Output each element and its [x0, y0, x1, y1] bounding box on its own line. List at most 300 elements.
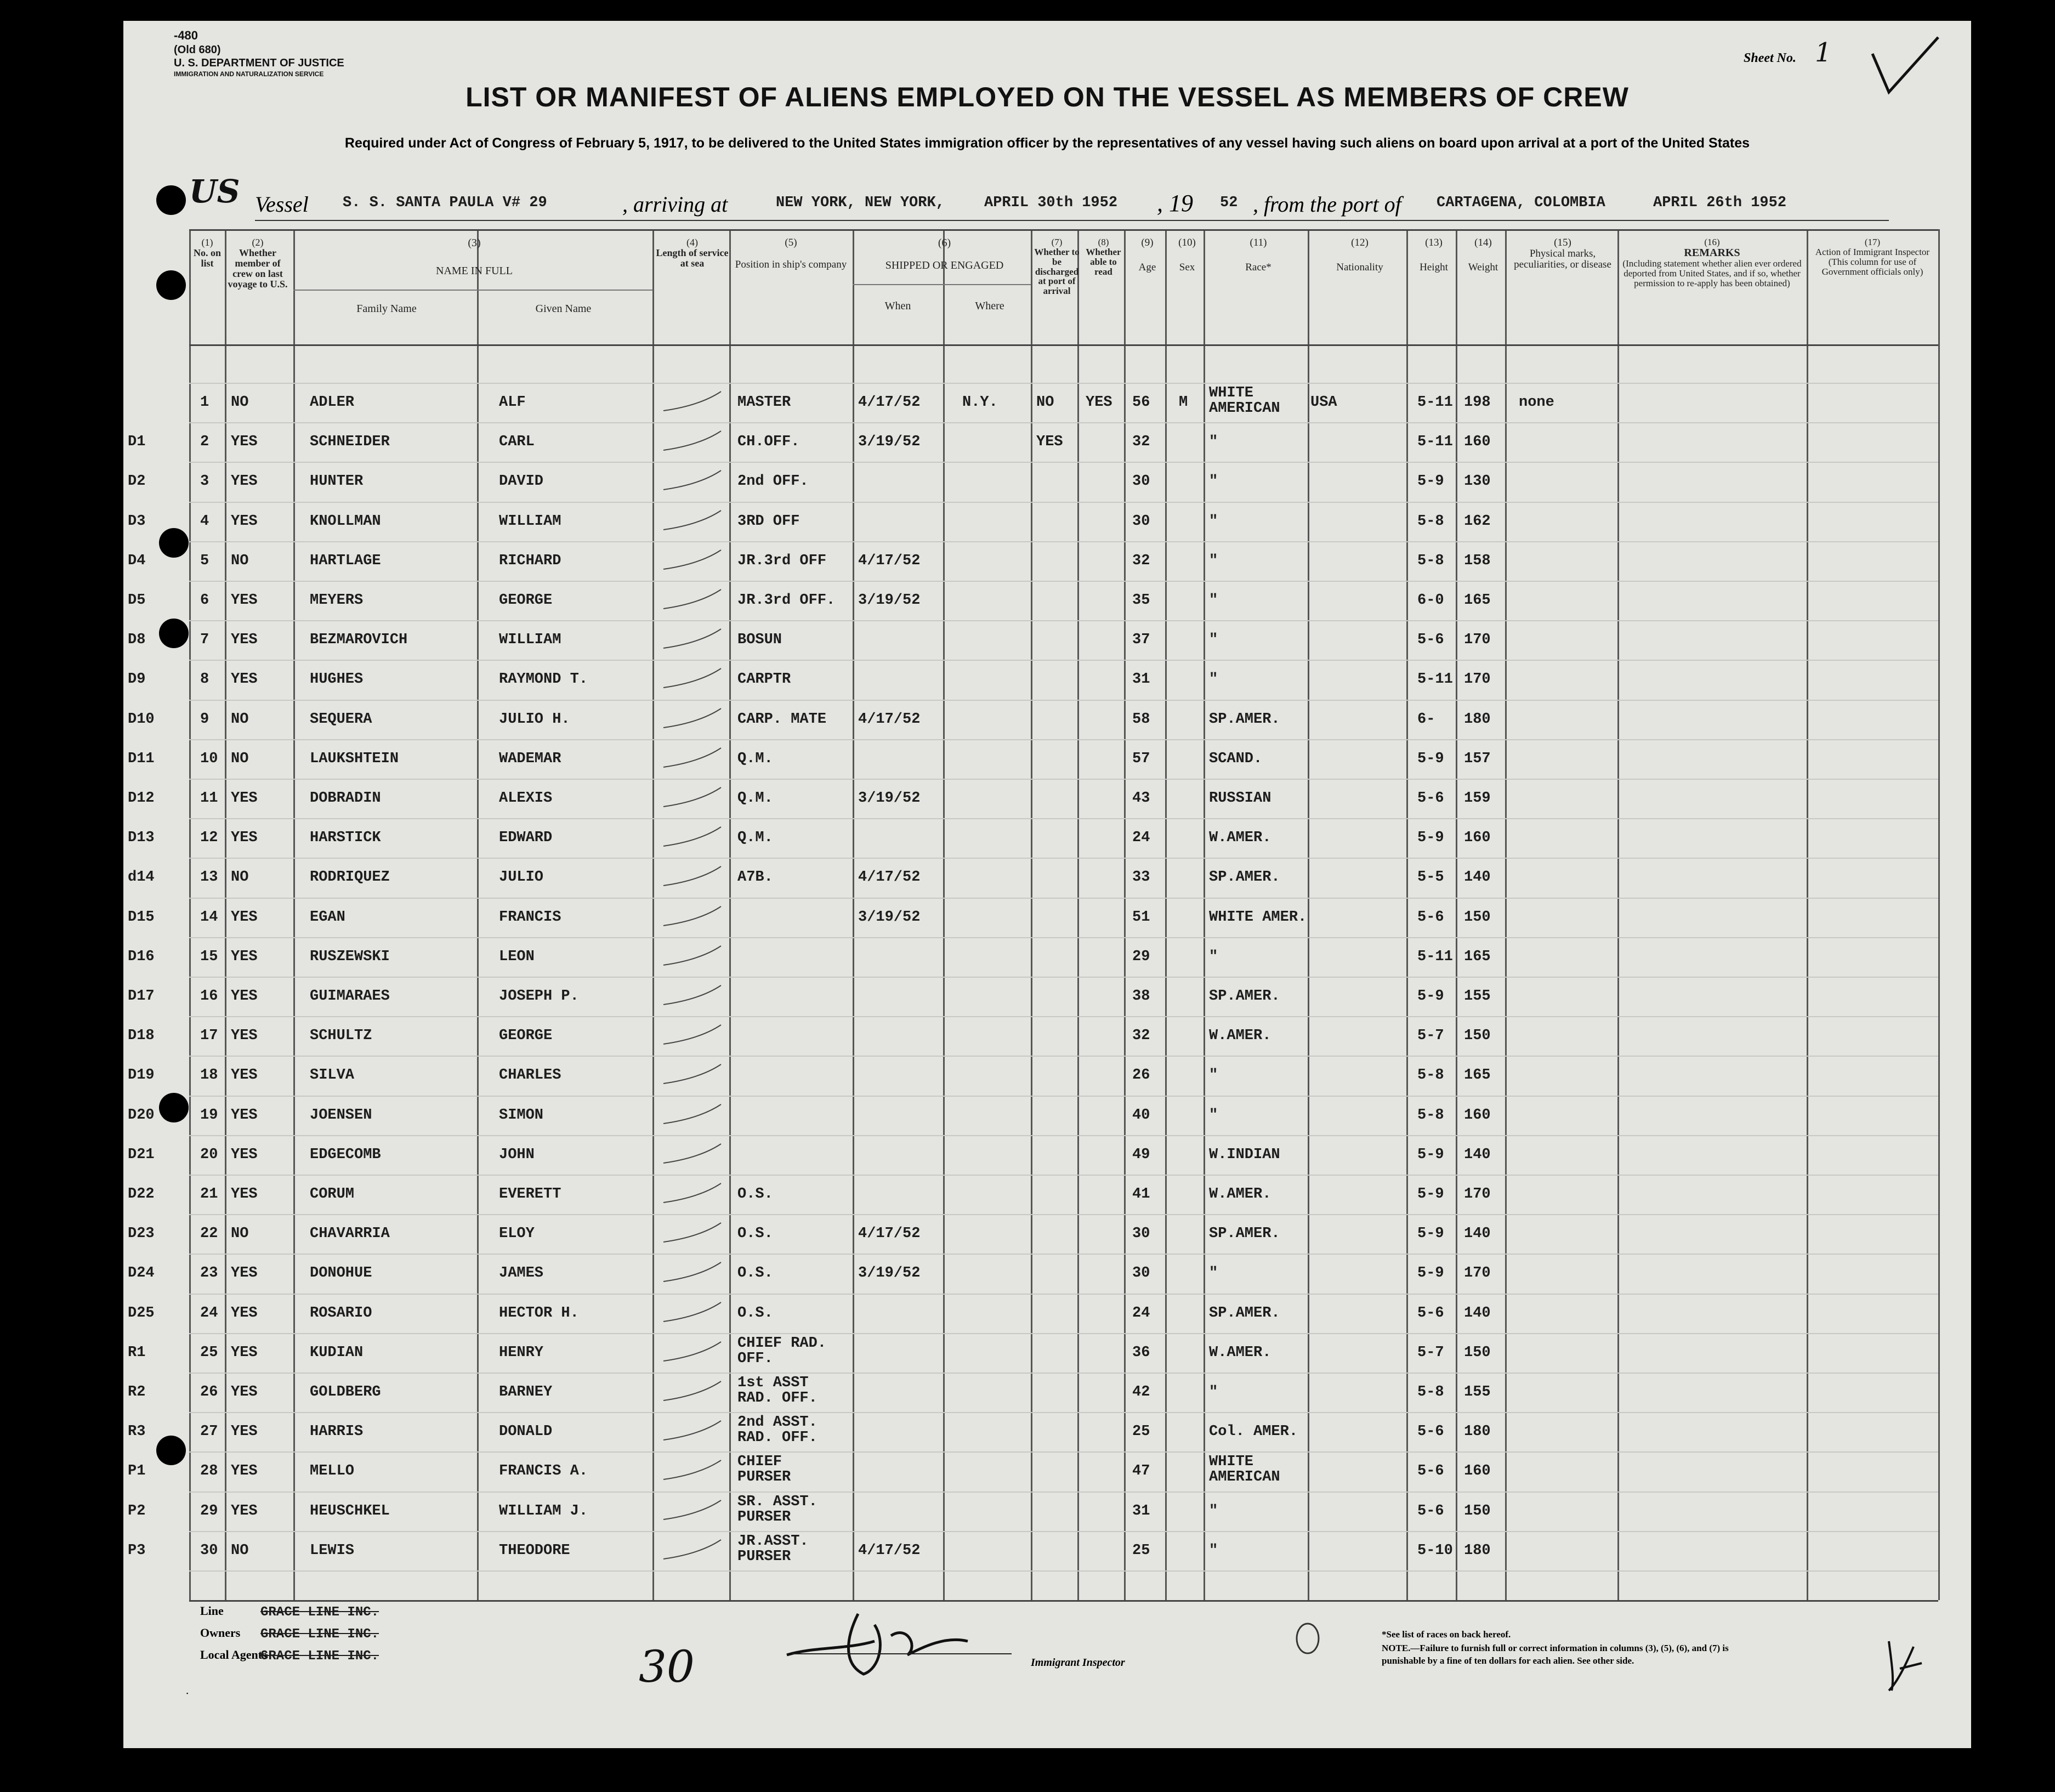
row-age: 25	[1132, 1542, 1150, 1559]
row-race: WHITE AMER.	[1209, 909, 1307, 926]
service-tick-mark	[661, 785, 726, 818]
row-number: 17	[200, 1028, 218, 1045]
service-tick-mark	[661, 1300, 726, 1332]
row-number: 30	[200, 1542, 218, 1559]
row-code: D3	[128, 513, 146, 530]
pencil-circle	[1291, 1619, 1324, 1658]
row-age: 29	[1132, 948, 1150, 965]
service-tick-mark	[661, 1102, 726, 1135]
form-number: -480	[174, 29, 198, 42]
row-family-name: HARSTICK	[310, 830, 381, 847]
row-position: A7B.	[737, 869, 773, 886]
row-weight: 157	[1464, 750, 1491, 767]
row-number: 15	[200, 948, 218, 965]
row-shipped-when: 4/17/52	[858, 869, 921, 886]
row-weight: 180	[1464, 711, 1491, 728]
row-prev-voyage: NO	[231, 711, 249, 728]
row-family-name: ROSARIO	[310, 1305, 372, 1322]
races-note: *See list of races on back hereof.	[1382, 1629, 1511, 1640]
row-height: 5-5	[1417, 869, 1444, 886]
row-race: "	[1209, 632, 1218, 649]
row-family-name: GOLDBERG	[310, 1384, 381, 1400]
table-row	[123, 1534, 1971, 1573]
row-number: 11	[200, 790, 218, 807]
row-position: CH.OFF.	[737, 434, 800, 451]
row-position: CHIEF PURSER	[737, 1454, 791, 1486]
row-height: 5-9	[1417, 1265, 1444, 1282]
footer	[123, 1603, 1971, 1734]
row-given-name: BARNEY	[499, 1384, 553, 1400]
col10-header: (10) Sex	[1178, 237, 1196, 273]
table-row	[123, 1058, 1971, 1098]
row-family-name: HARRIS	[310, 1424, 364, 1441]
row-rule	[189, 383, 1938, 384]
row-position: MASTER	[737, 394, 791, 411]
subheader-rule	[293, 290, 652, 291]
row-race: SP.AMER.	[1209, 1226, 1280, 1243]
row-race: SP.AMER.	[1209, 711, 1280, 728]
row-age: 32	[1132, 1028, 1150, 1045]
row-race: W.INDIAN	[1209, 1146, 1280, 1163]
row-weight: 165	[1464, 592, 1491, 609]
row-height: 5-6	[1417, 909, 1444, 926]
row-position: 3RD OFF	[737, 513, 800, 530]
corner-mark	[1883, 1636, 1927, 1696]
given-name-header: Given Name	[535, 303, 592, 315]
row-shipped-when: 4/17/52	[858, 552, 921, 569]
handwritten-us: US	[189, 173, 240, 210]
row-prev-voyage: YES	[231, 1305, 258, 1322]
row-prev-voyage: YES	[231, 513, 258, 530]
row-race: WHITE AMERICAN	[1209, 1454, 1280, 1486]
row-family-name: EDGECOMB	[310, 1146, 381, 1163]
row-family-name: GUIMARAES	[310, 988, 390, 1005]
row-code: D15	[128, 909, 155, 926]
row-weight: 150	[1464, 909, 1491, 926]
row-family-name: DONOHUE	[310, 1265, 372, 1282]
row-position: 2nd OFF.	[737, 473, 809, 490]
row-age: 31	[1132, 671, 1150, 688]
row-height: 5-9	[1417, 1226, 1444, 1243]
manifest-sheet	[123, 21, 1971, 1748]
table-row	[123, 702, 1971, 742]
row-race: W.AMER.	[1209, 1028, 1271, 1045]
row-given-name: CHARLES	[499, 1067, 561, 1084]
service-tick-mark	[661, 904, 726, 937]
col6-header: (6) SHIPPED OR ENGAGED	[885, 237, 1004, 271]
sheet-number: 1	[1815, 37, 1832, 68]
row-number: 22	[200, 1226, 218, 1243]
service-tick-mark	[661, 1339, 726, 1372]
row-race: RUSSIAN	[1209, 790, 1271, 807]
row-number: 18	[200, 1067, 218, 1084]
where-header: Where	[975, 300, 1004, 312]
row-weight: 160	[1464, 1107, 1491, 1124]
col12-header: (12) Nationality	[1336, 237, 1383, 273]
row-physical-marks: none	[1519, 394, 1554, 411]
row-number: 24	[200, 1305, 218, 1322]
row-code: P3	[128, 1542, 146, 1559]
row-number: 27	[200, 1424, 218, 1441]
row-position: O.S.	[737, 1226, 773, 1243]
row-position: JR.3rd OFF	[737, 552, 827, 569]
row-given-name: ELOY	[499, 1226, 535, 1243]
row-weight: 150	[1464, 1344, 1491, 1361]
row-weight: 162	[1464, 513, 1491, 530]
row-age: 57	[1132, 750, 1150, 767]
row-family-name: MELLO	[310, 1463, 355, 1480]
row-position: Q.M.	[737, 750, 773, 767]
row-family-name: SEQUERA	[310, 711, 372, 728]
row-prev-voyage: YES	[231, 830, 258, 847]
row-number: 9	[200, 711, 209, 728]
row-given-name: EVERETT	[499, 1186, 561, 1203]
col9-header: (9) Age	[1138, 237, 1156, 273]
row-race: SP.AMER.	[1209, 869, 1280, 886]
service-tick-mark	[661, 587, 726, 620]
row-family-name: SCHULTZ	[310, 1028, 372, 1045]
row-given-name: CARL	[499, 434, 535, 451]
row-height: 5-11	[1417, 948, 1453, 965]
table-row	[123, 1415, 1971, 1454]
row-prev-voyage: YES	[231, 473, 258, 490]
row-prev-voyage: YES	[231, 632, 258, 649]
row-family-name: SILVA	[310, 1067, 355, 1084]
table-rule	[189, 1600, 1938, 1602]
table-row	[123, 1296, 1971, 1336]
service-tick-mark	[661, 626, 726, 659]
row-height: 5-8	[1417, 1384, 1444, 1400]
col11-header: (11) Race*	[1245, 237, 1271, 273]
row-given-name: JAMES	[499, 1265, 544, 1282]
table-row	[123, 979, 1971, 1019]
row-race: SP.AMER.	[1209, 988, 1280, 1005]
row-family-name: RODRIQUEZ	[310, 869, 390, 886]
page-title: LIST OR MANIFEST OF ALIENS EMPLOYED ON THE VESSEL AS MEMBERS OF CREW	[466, 82, 1629, 112]
inspector-line	[792, 1653, 1012, 1654]
row-shipped-when: 3/19/52	[858, 790, 921, 807]
row-given-name: JULIO H.	[499, 711, 570, 728]
row-height: 5-9	[1417, 830, 1444, 847]
subheader-rule	[853, 284, 1031, 285]
owners-value: GRACE LINE INC.	[260, 1627, 379, 1642]
row-age: 40	[1132, 1107, 1150, 1124]
arrival-port: NEW YORK, NEW YORK,	[776, 195, 945, 211]
punch-hole	[159, 1093, 189, 1122]
row-number: 3	[200, 473, 209, 490]
row-height: 5-9	[1417, 988, 1444, 1005]
row-prev-voyage: YES	[231, 948, 258, 965]
row-race: "	[1209, 1107, 1218, 1124]
row-code: D4	[128, 552, 146, 569]
row-family-name: CHAVARRIA	[310, 1226, 390, 1243]
table-row	[123, 781, 1971, 821]
row-weight: 180	[1464, 1424, 1491, 1441]
row-age: 24	[1132, 1305, 1150, 1322]
agents-value: GRACE LINE INC.	[260, 1649, 379, 1664]
row-sex: M	[1179, 394, 1188, 411]
row-given-name: WILLIAM	[499, 513, 561, 530]
row-position: Q.M.	[737, 830, 773, 847]
row-given-name: WILLIAM	[499, 632, 561, 649]
row-height: 5-6	[1417, 1502, 1444, 1519]
row-height: 5-8	[1417, 513, 1444, 530]
row-code: D13	[128, 830, 155, 847]
row-given-name: LEON	[499, 948, 535, 965]
vessel-label: Vessel	[255, 192, 309, 217]
row-given-name: HENRY	[499, 1344, 544, 1361]
row-given-name: EDWARD	[499, 830, 553, 847]
service-tick-mark	[661, 389, 726, 422]
col13-header: (13) Height	[1420, 237, 1448, 273]
printer-mark: ▪	[186, 1691, 189, 1696]
row-prev-voyage: YES	[231, 1502, 258, 1519]
row-race: "	[1209, 1384, 1218, 1400]
row-discharged: YES	[1036, 434, 1063, 451]
row-number: 28	[200, 1463, 218, 1480]
row-family-name: LEWIS	[310, 1542, 355, 1559]
arrival-date: APRIL 30th 1952	[984, 195, 1118, 211]
row-given-name: FRANCIS A.	[499, 1463, 588, 1480]
row-family-name: SCHNEIDER	[310, 434, 390, 451]
table-row	[123, 900, 1971, 940]
table-row	[123, 821, 1971, 860]
row-position: Q.M.	[737, 790, 773, 807]
service-tick-mark	[661, 943, 726, 976]
line-label: Line	[200, 1604, 224, 1618]
table-row	[123, 940, 1971, 979]
row-height: 5-9	[1417, 1146, 1444, 1163]
row-number: 26	[200, 1384, 218, 1400]
service-tick-mark	[661, 1022, 726, 1055]
service-tick-mark	[661, 666, 726, 699]
row-age: 30	[1132, 473, 1150, 490]
row-family-name: ADLER	[310, 394, 355, 411]
row-age: 58	[1132, 711, 1150, 728]
row-number: 1	[200, 394, 209, 411]
row-race: "	[1209, 1067, 1218, 1084]
row-weight: 150	[1464, 1028, 1491, 1045]
row-race: "	[1209, 513, 1218, 530]
row-discharged: NO	[1036, 394, 1054, 411]
row-height: 5-9	[1417, 473, 1444, 490]
row-position: JR.ASST. PURSER	[737, 1533, 809, 1565]
table-row	[123, 1336, 1971, 1375]
row-prev-voyage: YES	[231, 1186, 258, 1203]
row-code: d14	[128, 869, 155, 886]
row-code: D10	[128, 711, 155, 728]
row-height: 5-6	[1417, 790, 1444, 807]
row-shipped-when: 3/19/52	[858, 592, 921, 609]
row-code: D8	[128, 632, 146, 649]
line-value: GRACE LINE INC.	[260, 1605, 379, 1620]
row-race: SCAND.	[1209, 750, 1263, 767]
row-code: P1	[128, 1463, 146, 1480]
punch-hole	[156, 1436, 186, 1465]
col17-header: (17) Action of Immigrant Inspector (This column for use of Government officials only)	[1815, 237, 1930, 277]
row-age: 31	[1132, 1502, 1150, 1519]
row-age: 41	[1132, 1186, 1150, 1203]
row-height: 5-9	[1417, 750, 1444, 767]
table-row	[123, 742, 1971, 781]
row-shipped-when: 4/17/52	[858, 1226, 921, 1243]
row-weight: 165	[1464, 1067, 1491, 1084]
arrival-year: 52	[1220, 195, 1238, 211]
table-row	[123, 662, 1971, 702]
row-weight: 160	[1464, 1463, 1491, 1480]
row-prev-voyage: YES	[231, 592, 258, 609]
row-family-name: HEUSCHKEL	[310, 1502, 390, 1519]
service-tick-mark	[661, 1418, 726, 1451]
row-height: 5-6	[1417, 1305, 1444, 1322]
row-shipped-when: 3/19/52	[858, 909, 921, 926]
row-given-name: THEODORE	[499, 1542, 570, 1559]
row-code: D5	[128, 592, 146, 609]
col15-header: (15) Physical marks, peculiarities, or disease	[1514, 237, 1611, 270]
service-tick-mark	[661, 1537, 726, 1570]
row-race: "	[1209, 552, 1218, 569]
table-row	[123, 1256, 1971, 1296]
row-age: 49	[1132, 1146, 1150, 1163]
row-height: 5-8	[1417, 1107, 1444, 1124]
service-tick-mark	[661, 1220, 726, 1253]
table-row	[123, 623, 1971, 662]
row-age: 25	[1132, 1424, 1150, 1441]
service-tick-mark	[661, 983, 726, 1016]
row-family-name: RUSZEWSKI	[310, 948, 390, 965]
table-row	[123, 1019, 1971, 1058]
row-age: 30	[1132, 1265, 1150, 1282]
departure-date: APRIL 26th 1952	[1653, 195, 1787, 211]
row-nationality: USA	[1310, 394, 1337, 411]
row-age: 36	[1132, 1344, 1150, 1361]
row-prev-voyage: YES	[231, 1107, 258, 1124]
row-age: 56	[1132, 394, 1150, 411]
service-tick-mark	[661, 547, 726, 580]
punch-hole	[156, 270, 186, 300]
row-number: 7	[200, 632, 209, 649]
row-weight: 140	[1464, 1146, 1491, 1163]
row-given-name: JULIO	[499, 869, 544, 886]
col8-header: (8) Whether able to read	[1086, 237, 1121, 277]
row-number: 14	[200, 909, 218, 926]
row-weight: 155	[1464, 988, 1491, 1005]
penalty-note: NOTE.—Failure to furnish full or correct information in columns (3), (5), (6), and (7) is punishable by a fine of ten dollars for each alien. See other side.	[1382, 1643, 1729, 1666]
row-race: WHITE AMERICAN	[1209, 385, 1280, 417]
row-weight: 170	[1464, 1186, 1491, 1203]
row-code: D22	[128, 1186, 155, 1203]
row-height: 5-11	[1417, 394, 1453, 411]
row-race: "	[1209, 592, 1218, 609]
row-number: 25	[200, 1344, 218, 1361]
sheet-label: Sheet No.	[1744, 51, 1796, 65]
row-race: "	[1209, 948, 1218, 965]
punch-hole	[156, 185, 186, 215]
row-weight: 198	[1464, 394, 1491, 411]
row-number: 12	[200, 830, 218, 847]
row-prev-voyage: YES	[231, 988, 258, 1005]
row-code: D17	[128, 988, 155, 1005]
when-header: When	[884, 300, 911, 312]
row-code: D12	[128, 790, 155, 807]
row-position: O.S.	[737, 1265, 773, 1282]
row-given-name: SIMON	[499, 1107, 544, 1124]
row-prev-voyage: YES	[231, 1067, 258, 1084]
col4-header: (4) Length of service at sea	[656, 237, 729, 269]
row-prev-voyage: YES	[231, 1028, 258, 1045]
row-position: CARPTR	[737, 671, 791, 688]
row-prev-voyage: NO	[231, 1226, 249, 1243]
row-height: 5-8	[1417, 1067, 1444, 1084]
row-prev-voyage: YES	[231, 671, 258, 688]
table-row	[123, 464, 1971, 504]
vessel-name: S. S. SANTA PAULA V# 29	[343, 195, 547, 211]
row-prev-voyage: YES	[231, 1265, 258, 1282]
row-height: 5-9	[1417, 1186, 1444, 1203]
row-race: "	[1209, 473, 1218, 490]
row-code: D23	[128, 1226, 155, 1243]
row-given-name: RAYMOND T.	[499, 671, 588, 688]
row-given-name: JOSEPH P.	[499, 988, 579, 1005]
row-height: 5-6	[1417, 1424, 1444, 1441]
row-given-name: GEORGE	[499, 1028, 553, 1045]
row-code: D16	[128, 948, 155, 965]
row-shipped-when: 3/19/52	[858, 434, 921, 451]
row-family-name: HARTLAGE	[310, 552, 381, 569]
row-number: 19	[200, 1107, 218, 1124]
row-number: 13	[200, 869, 218, 886]
row-family-name: HUNTER	[310, 473, 364, 490]
row-position: CHIEF RAD. OFF.	[737, 1335, 827, 1367]
table-rule	[189, 344, 1938, 346]
row-age: 37	[1132, 632, 1150, 649]
row-shipped-when: 4/17/52	[858, 711, 921, 728]
row-race: W.AMER.	[1209, 830, 1271, 847]
row-height: 5-7	[1417, 1028, 1444, 1045]
row-number: 2	[200, 434, 209, 451]
table-row	[123, 1098, 1971, 1138]
row-family-name: EGAN	[310, 909, 345, 926]
row-weight: 158	[1464, 552, 1491, 569]
row-prev-voyage: YES	[231, 1146, 258, 1163]
row-code: R2	[128, 1384, 146, 1400]
row-height: 5-8	[1417, 552, 1444, 569]
row-family-name: LAUKSHTEIN	[310, 750, 399, 767]
row-shipped-when: 4/17/52	[858, 394, 921, 411]
service-tick-mark	[661, 1141, 726, 1174]
row-age: 26	[1132, 1067, 1150, 1084]
row-height: 6-0	[1417, 592, 1444, 609]
table-row	[123, 504, 1971, 544]
arriving-label: , arriving at	[622, 192, 728, 217]
service-tick-mark	[661, 1458, 726, 1490]
service-tick-mark	[661, 1498, 726, 1530]
row-prev-voyage: YES	[231, 790, 258, 807]
service-tick-mark	[661, 1062, 726, 1095]
row-number: 6	[200, 592, 209, 609]
col1-header: (1) No. on list	[194, 237, 222, 269]
row-code: D1	[128, 434, 146, 451]
page-subtitle: Required under Act of Congress of February 5, 1917, to be delivered to the United States immigration officer by the representatives of any vessel having such aliens on board upon arrival at a port of the United States	[344, 135, 1750, 151]
row-race: Col. AMER.	[1209, 1424, 1298, 1441]
row-position: 1st ASST RAD. OFF.	[737, 1375, 818, 1407]
handwritten-count: 30	[639, 1641, 695, 1692]
col3-header: (3) NAME IN FULL	[436, 237, 513, 277]
row-age: 24	[1132, 830, 1150, 847]
row-prev-voyage: YES	[231, 1344, 258, 1361]
row-race: "	[1209, 671, 1218, 688]
row-age: 30	[1132, 513, 1150, 530]
